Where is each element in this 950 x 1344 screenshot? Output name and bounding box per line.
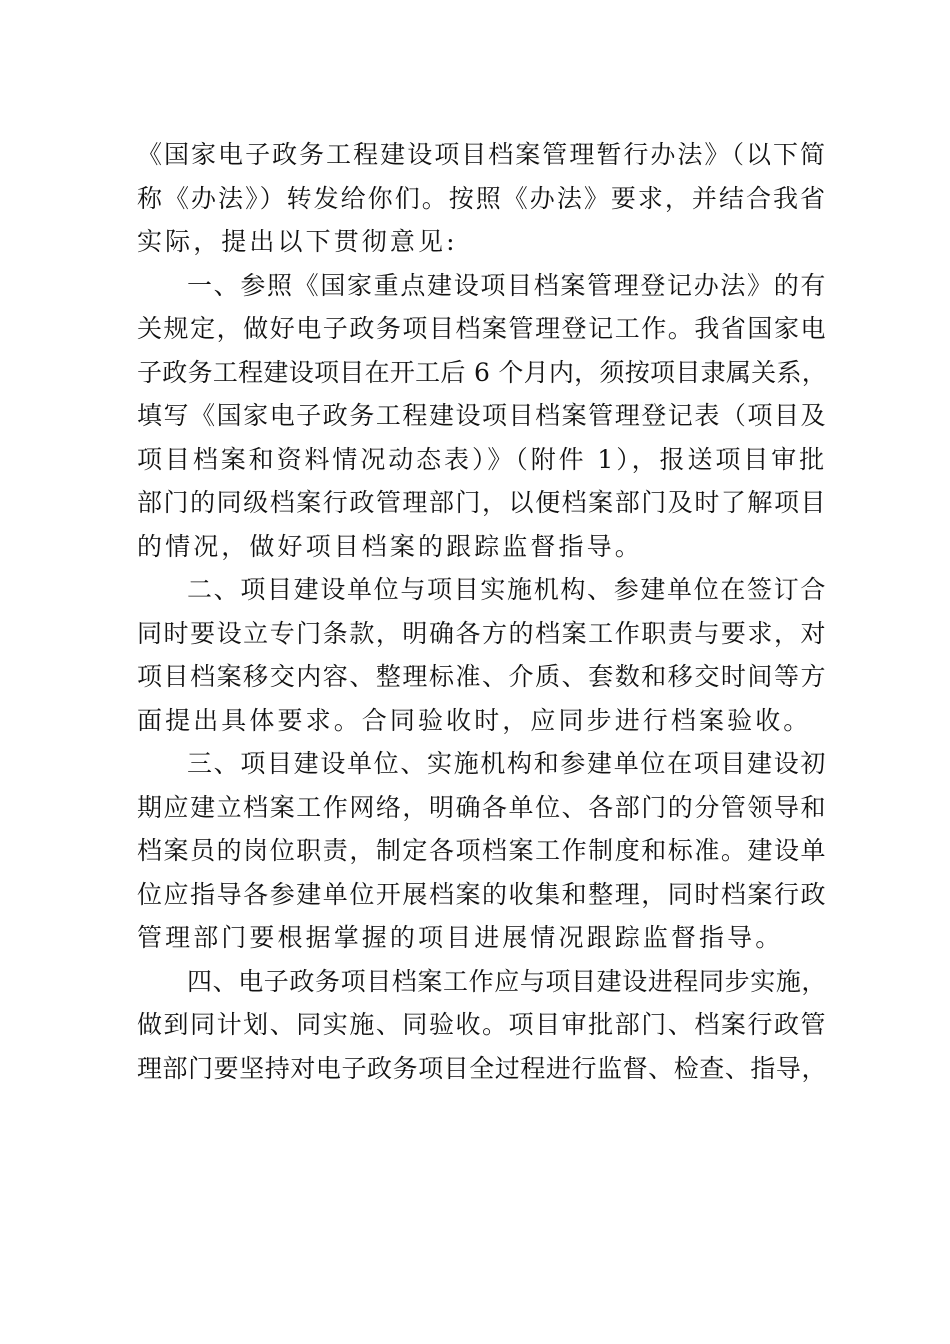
text-line: 同时要设立专门条款，明确各方的档案工作职责与要求，对 <box>137 618 827 648</box>
text-line: 期应建立档案工作网络，明确各单位、各部门的分管领导和 <box>137 792 827 822</box>
text-line: 做到同计划、同实施、同验收。项目审批部门、档案行政管 <box>137 1010 827 1039</box>
text-line: 关规定，做好电子政务项目档案管理登记工作。我省国家电 <box>137 314 827 343</box>
text-line: 部门的同级档案行政管理部门，以便档案部门及时了解项目 <box>137 488 827 517</box>
text-line: 实际，提出以下贯彻意见: <box>137 227 458 256</box>
text-line: 填写《国家电子政务工程建设项目档案管理登记表（项目及 <box>137 401 827 430</box>
document-body <box>137 133 827 1090</box>
text-line: 项目档案和资料情况动态表）》（附件 1），报送项目审批 <box>137 444 827 474</box>
text-line: 的情况，做好项目档案的跟踪监督指导。 <box>137 531 643 561</box>
text-line: 二、项目建设单位与项目实施机构、参建单位在签订合 <box>187 575 827 604</box>
text-line: 位应指导各参建单位开展档案的收集和整理，同时档案行政 <box>137 879 827 909</box>
text-line: 称《办法》）转发给你们。按照《办法》要求，并结合我省 <box>137 183 827 213</box>
text-line: 一、参照《国家重点建设项目档案管理登记办法》的有 <box>187 270 827 300</box>
text-line: 面提出具体要求。合同验收时，应同步进行档案验收。 <box>137 705 812 735</box>
text-line: 三、项目建设单位、实施机构和参建单位在项目建设初 <box>187 749 827 778</box>
text-line: 子政务工程建设项目在开工后 6 个月内，须按项目隶属关系， <box>137 357 827 387</box>
text-line: 项目档案移交内容、整理标准、介质、套数和移交时间等方 <box>137 662 827 691</box>
text-line: 《国家电子政务工程建设项目档案管理暂行办法》（以下简 <box>137 140 827 169</box>
text-line: 档案员的岗位职责，制定各项档案工作制度和标准。建设单 <box>137 836 827 865</box>
text-line: 管理部门要根据掌握的项目进展情况跟踪监督指导。 <box>137 923 784 952</box>
text-line: 理部门要坚持对电子政务项目全过程进行监督、检查、指导， <box>137 1053 827 1083</box>
text-line: 四、电子政务项目档案工作应与项目建设进程同步实施， <box>187 966 827 996</box>
